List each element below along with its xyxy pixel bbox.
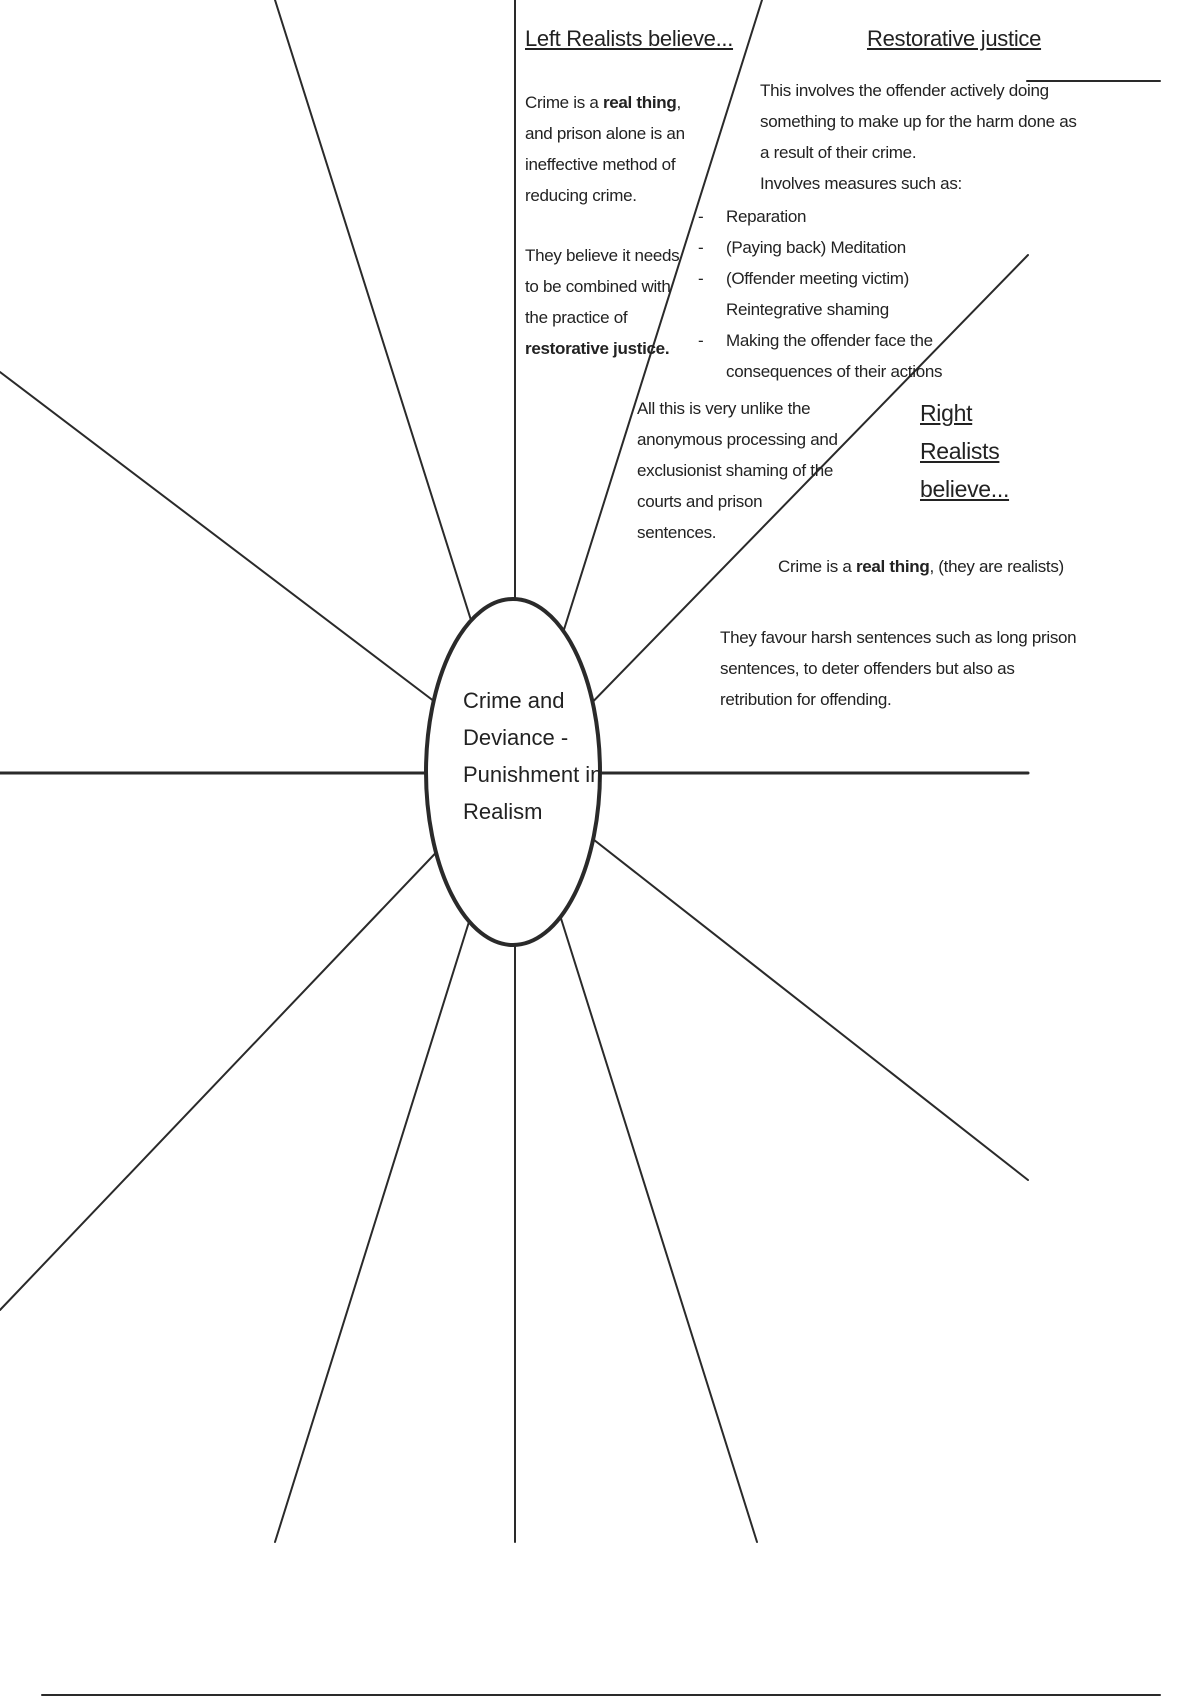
text-line: a result of their crime. <box>760 143 917 162</box>
text-line: reducing crime. <box>525 186 637 205</box>
text-line: Reparation <box>726 207 807 226</box>
list-item <box>698 232 942 263</box>
text-run: , (they are realists) <box>929 557 1064 576</box>
text-line: They favour harsh sentences such as long prison <box>720 628 1077 647</box>
right-realists-heading <box>920 394 1009 508</box>
left-realists-para-1 <box>525 87 685 211</box>
text-line: Right <box>920 400 973 426</box>
bullet: - <box>698 269 704 288</box>
text-line <box>525 87 685 118</box>
text-line: Making the offender face the <box>726 331 933 350</box>
text-line: exclusionist shaming of the <box>637 461 834 480</box>
list-item <box>698 263 942 325</box>
text-line <box>525 333 679 364</box>
text-run: , <box>676 93 681 112</box>
text-line: (Paying back) Meditation <box>726 238 906 257</box>
restorative-justice-heading: Restorative justice <box>867 26 1042 51</box>
text-line: Involves measures such as: <box>760 174 962 193</box>
center-label-line: Realism <box>463 799 543 824</box>
center-label-line: Crime and <box>463 688 565 713</box>
text-line: They believe it needs <box>525 246 680 265</box>
text-line: the practice of <box>525 308 628 327</box>
emphasis-text: real thing <box>855 557 930 576</box>
text-line: to be combined with <box>525 277 671 296</box>
restorative-justice-contrast <box>637 393 838 548</box>
emphasis-text: restorative justice. <box>525 339 670 358</box>
text-line: ineffective method of <box>525 155 676 174</box>
text-line: (Offender meeting victim) <box>726 269 910 288</box>
restorative-measures-list <box>698 201 942 387</box>
emphasis-text: real thing <box>602 93 677 112</box>
text-line: courts and prison <box>637 492 763 511</box>
text-line: retribution for offending. <box>720 690 892 709</box>
text-line: anonymous processing and <box>637 430 838 449</box>
spoke-line <box>575 825 1028 1180</box>
restorative-justice-intro <box>760 75 1077 199</box>
left-realists-heading: Left Realists believe... <box>525 26 734 51</box>
text-line: This involves the offender actively doing <box>760 81 1049 100</box>
text-run: Crime is a <box>778 557 856 576</box>
text-line: sentences. <box>637 523 717 542</box>
text-line: believe... <box>920 476 1010 502</box>
center-label <box>463 682 602 830</box>
text-line: Realists <box>920 438 1000 464</box>
text-line: something to make up for the harm done as <box>760 112 1077 131</box>
text-line: sentences, to deter offenders but also as <box>720 659 1015 678</box>
bullet: - <box>698 331 704 350</box>
spoke-line <box>0 372 443 708</box>
right-realists-line-1 <box>778 551 1064 582</box>
bullet: - <box>698 238 704 257</box>
list-item <box>698 325 942 387</box>
bullet: - <box>698 207 704 226</box>
spoke-line <box>0 840 448 1310</box>
text-line: and prison alone is an <box>525 124 685 143</box>
right-realists-para <box>720 622 1076 715</box>
text-line: Reintegrative shaming <box>726 300 889 319</box>
text-line: consequences of their actions <box>726 362 943 381</box>
text-line: All this is very unlike the <box>637 399 811 418</box>
left-realists-para-2 <box>525 240 679 364</box>
spoke-line <box>275 0 482 655</box>
center-label-line: Punishment in <box>463 762 603 787</box>
list-item <box>698 201 942 232</box>
text-run: Crime is a <box>525 93 603 112</box>
center-label-line: Deviance - <box>463 725 569 750</box>
spoke-line <box>553 893 757 1542</box>
